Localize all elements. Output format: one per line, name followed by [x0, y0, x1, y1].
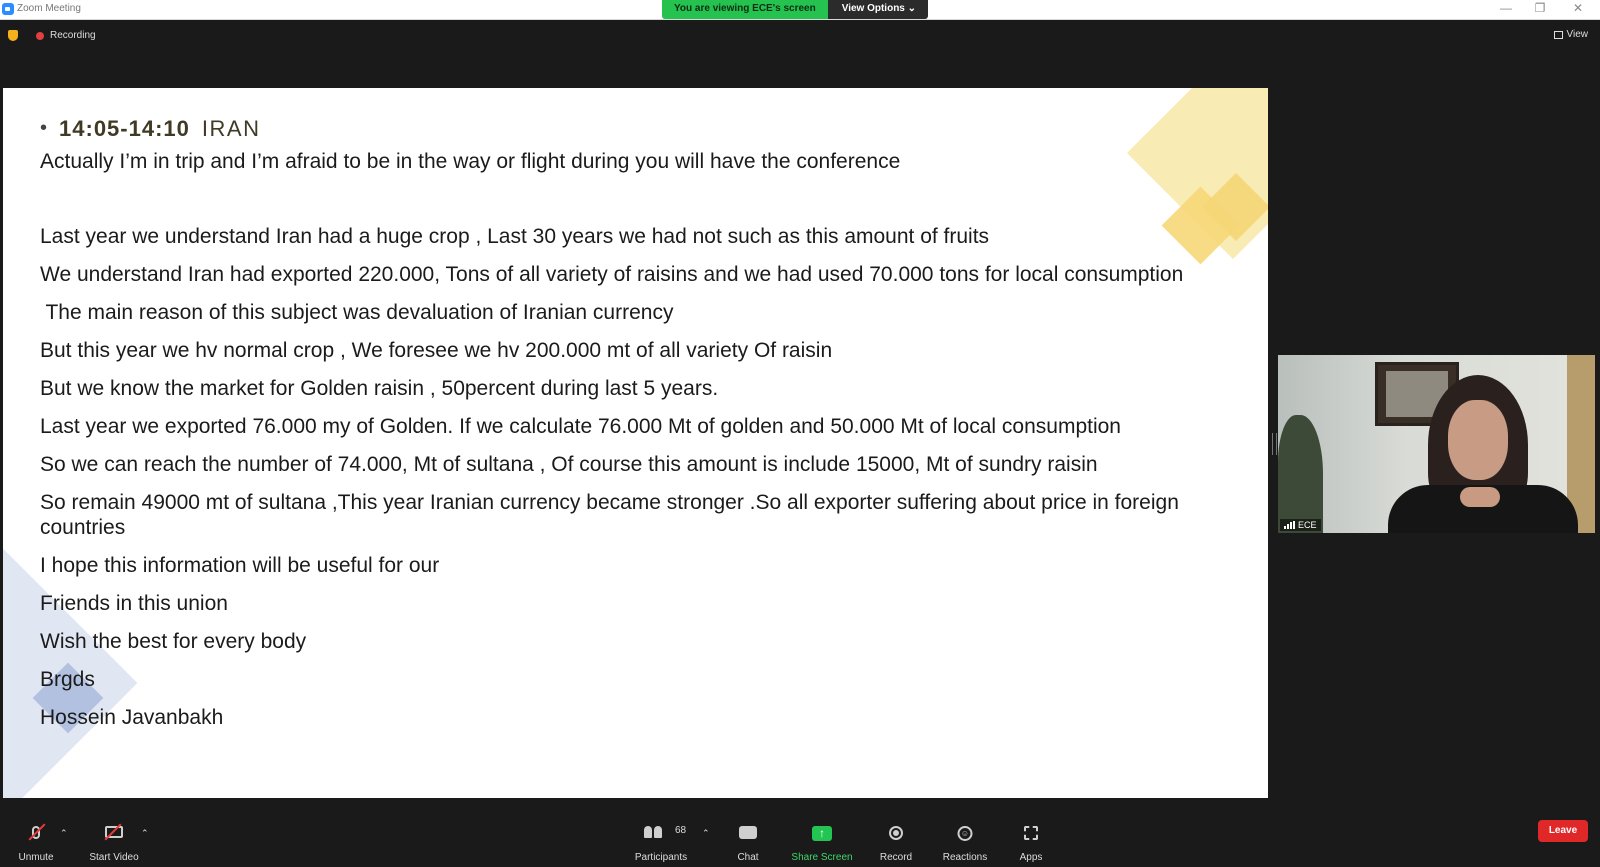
- slide-paragraph: Actually I’m in trip and I’m afraid to be in the way or flight during you will have the conference: [40, 150, 901, 173]
- video-camera-off-icon: [105, 826, 123, 838]
- panel-resize-handle[interactable]: [1272, 433, 1277, 455]
- record-label: Record: [879, 852, 913, 863]
- zoom-app-icon: [2, 3, 14, 15]
- grid-view-icon: [1554, 31, 1563, 39]
- window-titlebar: [0, 0, 1600, 20]
- record-button[interactable]: [876, 812, 916, 867]
- participant-name: ECE: [1298, 520, 1317, 530]
- heading-time: 14:05-14:10: [59, 116, 190, 141]
- view-button[interactable]: [1554, 29, 1589, 40]
- chat-bubble-icon: [739, 826, 757, 839]
- share-screen-button[interactable]: [790, 812, 854, 867]
- slide-paragraph: Friends in this union: [40, 592, 228, 615]
- meeting-toolbar: [0, 812, 1600, 867]
- slide-paragraph: We understand Iran had exported 220.000, Tons of all variety of raisins and we had used 70.000 tons for local consumption: [40, 263, 1184, 286]
- chat-button[interactable]: [728, 812, 768, 867]
- participants-label: Participants: [634, 852, 688, 863]
- slide-content: [40, 116, 1220, 730]
- recording-label: Recording: [50, 30, 96, 41]
- participant-video-tile[interactable]: [1278, 355, 1595, 533]
- meeting-topbar: [0, 20, 1600, 50]
- slide-paragraph: Last year we understand Iran had a huge crop , Last 30 years we had not such as this amount of fruits: [40, 225, 990, 248]
- reactions-button[interactable]: [940, 812, 990, 867]
- participants-count: 68: [675, 825, 687, 836]
- bullet-icon: •: [40, 117, 48, 139]
- recording-dot-icon: [36, 32, 44, 40]
- audio-options-chevron-icon[interactable]: ⌃: [60, 828, 68, 838]
- signal-strength-icon: [1284, 521, 1295, 529]
- video-options-chevron-icon[interactable]: ⌃: [141, 828, 149, 838]
- unmute-button[interactable]: [12, 812, 60, 867]
- microphone-muted-icon: [32, 826, 40, 839]
- slide-paragraph: But we know the market for Golden raisin , 50percent during last 5 years.: [40, 377, 719, 400]
- restore-button[interactable]: ❐: [1534, 1, 1546, 15]
- shared-screen-slide: [3, 88, 1268, 798]
- reactions-label: Reactions: [942, 852, 988, 863]
- slide-paragraph: The main reason of this subject was devaluation of Iranian currency: [40, 301, 674, 324]
- minimize-button[interactable]: —: [1500, 1, 1512, 15]
- share-screen-label: Share Screen: [791, 852, 853, 863]
- smiley-reaction-icon: ☺: [958, 826, 973, 841]
- apps-button[interactable]: [1014, 812, 1048, 867]
- apps-icon: [1024, 826, 1038, 840]
- leave-button[interactable]: Leave: [1538, 820, 1588, 842]
- slide-paragraph: But this year we hv normal crop , We foresee we hv 200.000 mt of all variety Of raisin: [40, 339, 833, 362]
- slide-paragraph: Brgds: [40, 668, 95, 691]
- view-options-button[interactable]: View Options ⌄: [828, 0, 928, 19]
- close-button[interactable]: ✕: [1572, 1, 1584, 15]
- screen-share-banner: [662, 0, 928, 19]
- apps-label: Apps: [1019, 852, 1043, 863]
- start-video-label: Start Video: [89, 852, 139, 863]
- slide-paragraph: So remain 49000 mt of sultana ,This year Iranian currency became stronger .So all exporter suffering about price in foreign countries: [40, 491, 1179, 539]
- participant-name-label: [1280, 519, 1321, 531]
- slide-paragraph: Last year we exported 76.000 my of Golden. If we calculate 76.000 Mt of golden and 50.000 Mt of local consumption: [40, 415, 1121, 438]
- slide-paragraph: Wish the best for every body: [40, 630, 307, 653]
- slide-paragraph: I hope this information will be useful for our: [40, 554, 440, 577]
- chat-label: Chat: [737, 852, 759, 863]
- heading-country: IRAN: [201, 116, 261, 141]
- participants-options-chevron-icon[interactable]: ⌃: [702, 828, 710, 838]
- participants-icon: [644, 826, 664, 838]
- view-label: View: [1566, 29, 1588, 40]
- window-title: Zoom Meeting: [17, 3, 81, 14]
- slide-paragraph: Hossein Javanbakh: [40, 706, 224, 729]
- start-video-button[interactable]: [86, 812, 142, 867]
- slide-heading: [40, 116, 1220, 141]
- slide-paragraph: So we can reach the number of 74.000, Mt of sultana , Of course this amount is include 15000, Mt of sundry raisin: [40, 453, 1098, 476]
- video-plant: [1278, 415, 1323, 533]
- viewing-screen-label: You are viewing ECE's screen: [662, 0, 828, 19]
- record-icon: [889, 826, 903, 840]
- video-person-face: [1448, 400, 1508, 480]
- participants-button[interactable]: [632, 812, 690, 867]
- security-shield-icon[interactable]: [8, 30, 18, 41]
- video-person-hand: [1460, 487, 1500, 507]
- unmute-label: Unmute: [18, 852, 54, 863]
- share-screen-arrow-icon: ↑: [812, 826, 832, 841]
